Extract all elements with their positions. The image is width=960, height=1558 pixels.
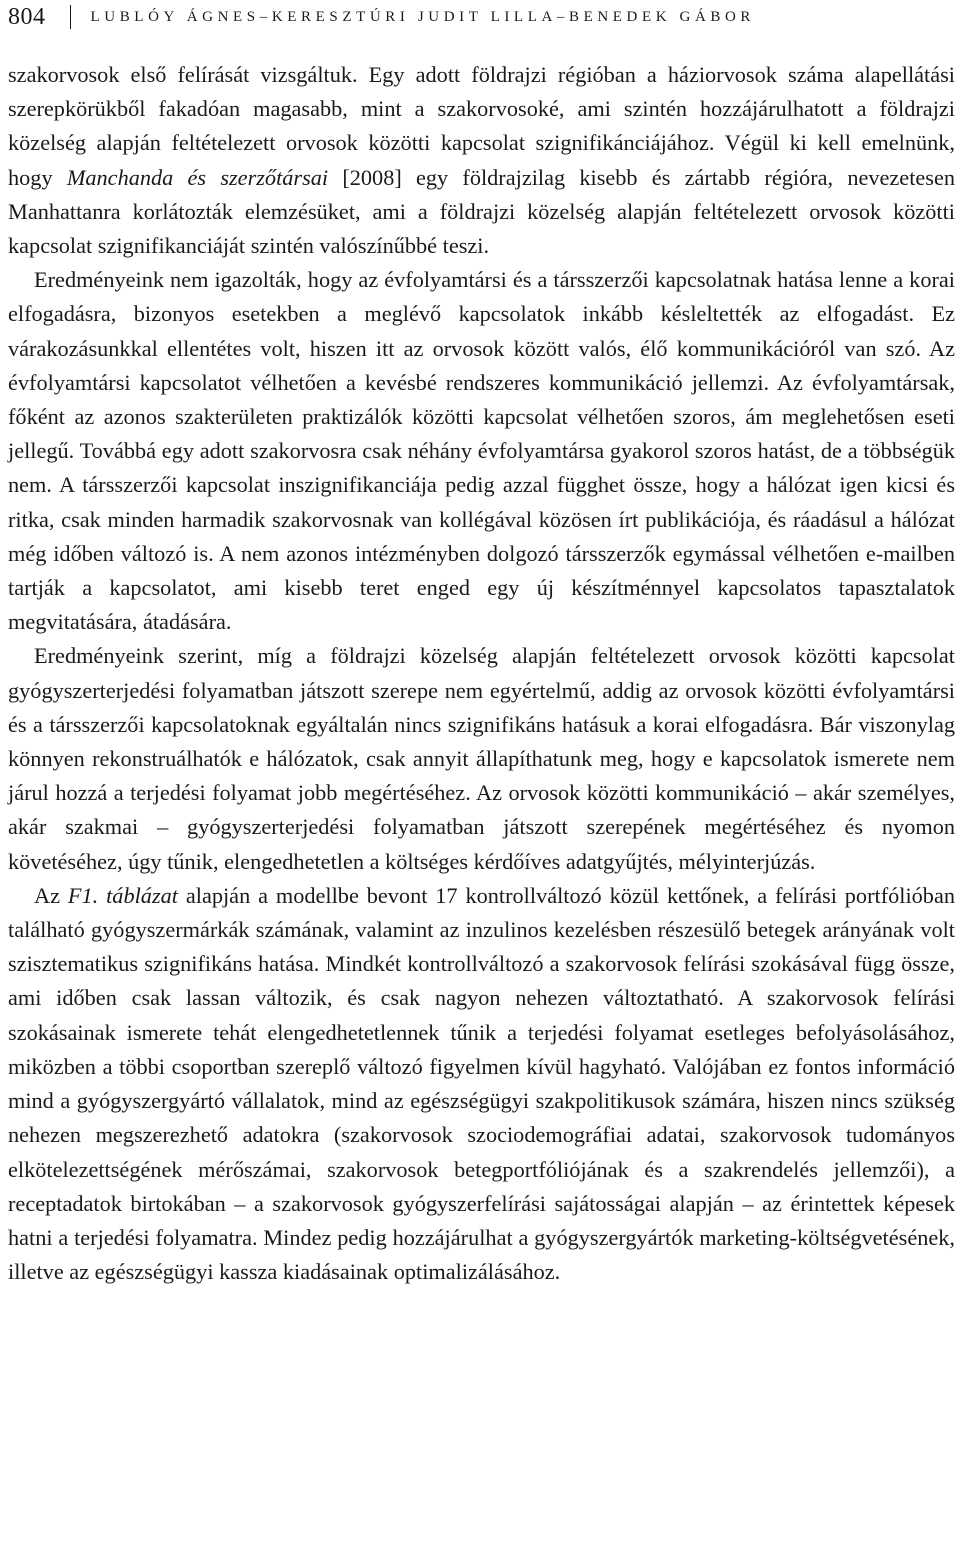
paragraph bbox=[8, 58, 955, 263]
paragraph bbox=[8, 639, 955, 878]
text-run: [2008] egy földrajzilag kisebb és zártabb régióra, nevezetesen Manhattanra korlátozták elemzésüket, ami a földrajzi közelség alapján feltételezett orvosok közötti kapcsolat szignifikanciáját szintén valószínűbbé teszi. bbox=[8, 164, 956, 259]
page-number: 804 bbox=[8, 4, 46, 30]
paragraph bbox=[8, 263, 955, 639]
header-divider bbox=[70, 5, 71, 29]
text-run: Eredményeink szerint, míg a földrajzi közelség alapján feltételezett orvosok közötti kapcsolat gyógyszerterjedési folyamatban játszott szerepe nem egyértelmű, addig az orvosok közötti évfolyamtársi és a társszerzői kapcsolatoknak egyáltalán nincs szignifikáns hatásuk a korai elfogadásra. Bár viszonylag könnyen rekonstruálhatók e hálózatok, csak annyit állapíthatunk meg, hogy e kapcsolatok ismerete nem járul hozzá a terjedési folyamat jobb megértéséhez. Az orvosok közötti kommunikáció – akár személyes, akár szakmai – gyógyszerterjedési folyamatban játszott szerepének megértéséhez és nyomon követéséhez, úgy tűnik, elengedhetetlen a költséges kérdőíves adatgyűjtés, mélyinterjúzás. bbox=[8, 643, 955, 874]
body-text bbox=[8, 58, 955, 1289]
italic-table-ref: F1. táblázat bbox=[67, 882, 178, 908]
text-run: alapján a modellbe bevont 17 kontrollváltozó közül kettőnek, a felírási portfólióban található gyógyszermárkák számának, valamint az inzulinos kezelésben részesülő betegek arányának volt szisztematikus szignifikáns hatása. Mindkét kontrollváltozó a szakorvosok felírási szokásával függ össze, ami időben csak lassan változik, és csak nagyon nehezen változtatható. A szakorvosok felírási szokásainak ismerete tehát elengedhetetlennek tűnik a terjedési folyamat esetleges befolyásolásához, miközben a többi csoportban szereplő változó figyelmen kívül hagyható. Valójában ez fontos információ mind a gyógyszergyártó vállalatok, mind az egészségügyi szakpolitikusok számára, hiszen nincs szükség nehezen megszerezhető adatokra (szakorvosok szociodemográfiai adatai, szakorvosok tudományos elkötelezettségének mérőszámai, szakorvosok betegportfóliójának és a szakrendelés jellemzői), a receptadatok birtokában – a szakorvosok gyógyszerfelírási sajátosságai alapján – az érintettek képesek hatni a terjedési folyamatra. Mindez pedig hozzájárulhat a gyógyszergyártók marketing-költségvetésének, illetve az egészségügyi kassza kiadásainak optimalizálásához. bbox=[8, 882, 955, 1285]
italic-author-ref: Manchanda és szerzőtársai bbox=[66, 164, 329, 190]
text-run: Eredményeink nem igazolták, hogy az évfolyamtársi és a társszerzői kapcsolatnak hatása lenne a korai elfogadásra, bizonyos esetekben a meglévő kapcsolatok inkább késleltették az elfogadást. Ez várakozásunkkal ellentétes volt, hiszen itt az orvosok között valós, élő kommunikációról van szó. Az évfolyamtársi kapcsolatot vélhetően a kevésbé rendszeres kommunikáció jellemzi. Az évfolyamtársak, főként az azonos szakterületen praktizálók közötti kapcsolat vélhetően szoros, ám meglehetősen eseti jellegű. Továbbá egy adott szakorvosra csak néhány évfolyamtársa gyakorol szoros hatást, de a többségük nem. A társszerzői kapcsolat inszignifikanciája pedig azzal függhet össze, hogy a hálózat igen kicsi és ritka, csak minden harmadik szakorvosnak van kollégával közösen írt publikációja, és ráadásul a hálózat még időben változó is. A nem azonos intézményben dolgozó társszerzők egymással vélhetően e-mailben tartják a kapcsolatot, ami kisebb teret enged egy új készítménnyel kapcsolatos tapasztalatok megvitatására, átadására. bbox=[8, 267, 955, 635]
running-title: LUBLÓY ÁGNES–KERESZTÚRI JUDIT LILLA–BENEDEK GÁBOR bbox=[90, 8, 756, 25]
text-run: Az bbox=[34, 882, 68, 908]
running-head bbox=[8, 0, 952, 34]
text-run: szakorvosok első felírását vizsgáltuk. Egy adott földrajzi régióban a háziorvosok száma alapellátási szerepkörükből fakadóan magasabb, mint a szakorvosoké, ami szintén hozzájárulhatott a földrajzi közelség alapján feltételezett orvosok közötti kapcsolat szignifikánciájához. Végül ki kell emelnünk, hogy bbox=[8, 62, 955, 190]
paragraph bbox=[8, 879, 955, 1289]
